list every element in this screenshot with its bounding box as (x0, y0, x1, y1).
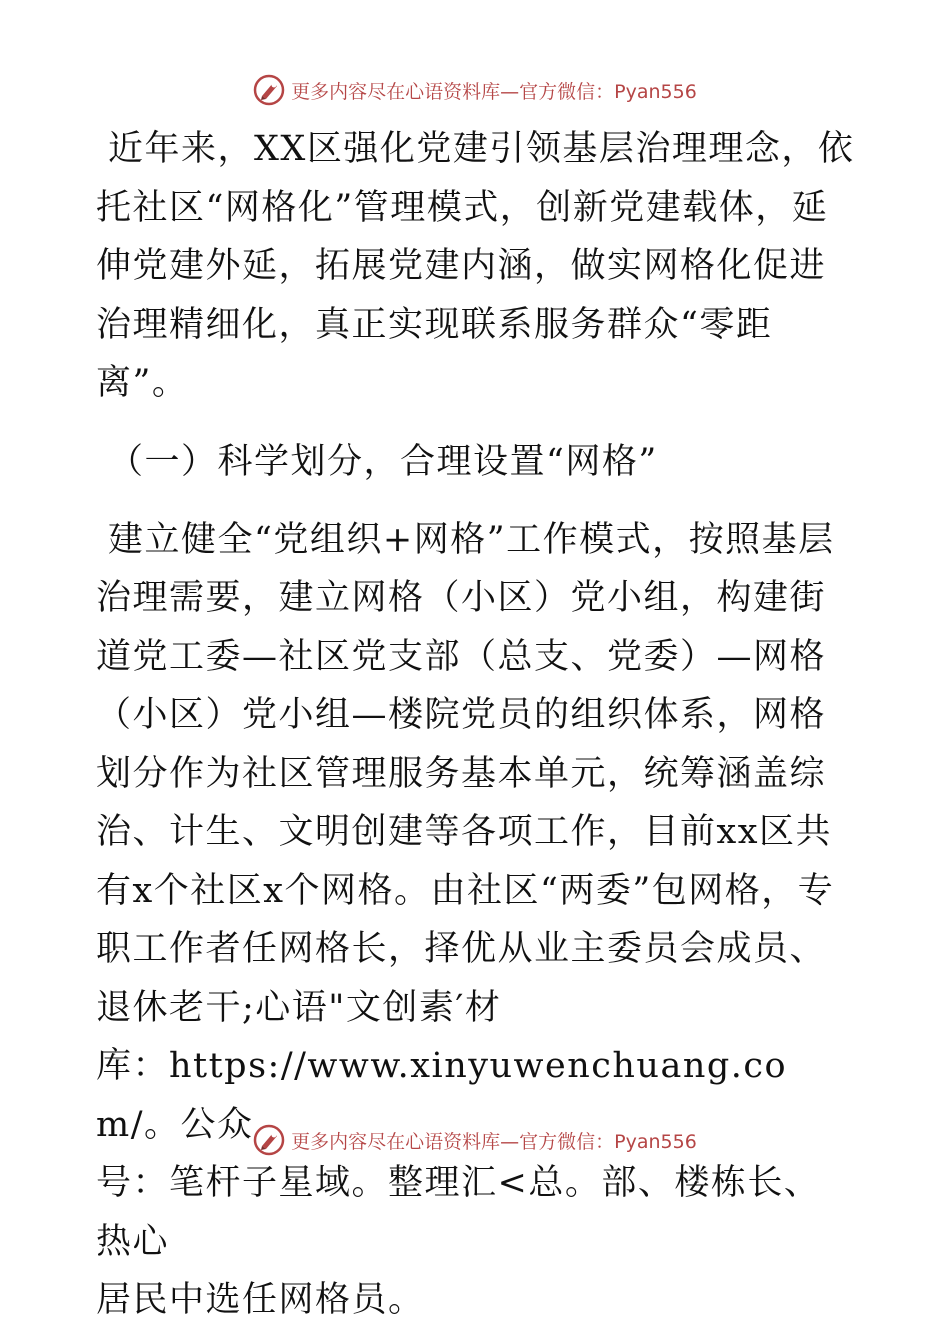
paragraph-intro: 近年来，XX区强化党建引领基层治理理念，依托社区“网格化”管理模式，创新党建载体，延伸党建外延，拓展党建内涵，做实网格化促进治理精细化，真正实现联系服务群众“零距离”。 (96, 129, 855, 403)
paragraph-grid-model: 建立健全“党组织+网格”工作模式，按照基层治理需要，建立网格（小区）党小组，构建街道党工委—社区党支部（总支、党委）—网格（小区）党小组—楼院党员的组织体系，网格划分作为社区管理服务基本单元，统筹涵盖综治、计生、文明创建等各项工作，目前xx区共有x个社区x个网格。由社区“两委”包网格，专职工作者任网格长，择优从业主委员会成员、退休老干;心语"文创素′材 (96, 519, 835, 1028)
footer-watermark (0, 1120, 950, 1160)
pen-logo-icon (253, 1124, 285, 1156)
paragraph-wechat-line: 号：笔杆子星域。整理汇<总。部、楼栋长、热心 (96, 1163, 821, 1262)
paragraph-end-line: 居民中选任网格员。 (96, 1280, 425, 1320)
pen-logo-icon (253, 74, 285, 106)
watermark-text: 更多内容尽在心语资料库—官方微信：Pyan556 (291, 80, 697, 103)
header-watermark (0, 70, 950, 110)
watermark-text: 更多内容尽在心语资料库—官方微信：Pyan556 (291, 1130, 697, 1153)
paragraph-url-line: 库：https://www.xinyuwenchuang.com/。公众 (96, 1046, 788, 1145)
section-heading: （一）科学划分，合理设置“网格” (108, 441, 658, 482)
